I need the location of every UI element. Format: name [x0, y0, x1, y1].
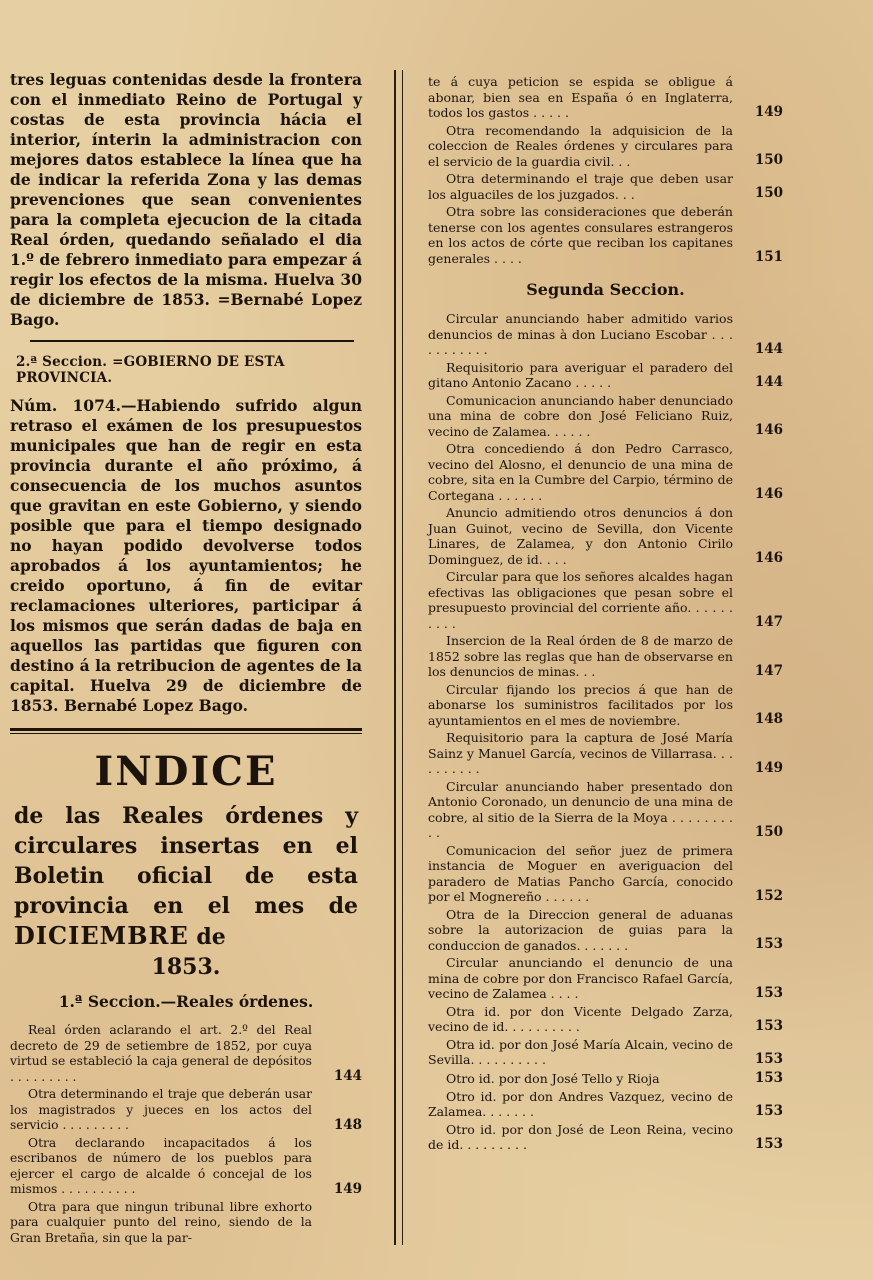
left-index-list: [10, 1023, 362, 1246]
index-entry: [428, 441, 783, 503]
index-entry: [428, 1089, 783, 1120]
entry-text: Comunicacion anunciando haber denunciado una mina de cobre don José Feliciano Ruiz, vecino de Zalamea. . . . . .: [428, 392, 733, 439]
right-column: [428, 74, 783, 1155]
index-entry: [428, 633, 783, 680]
decree-signature: Bernabé Lopez Bago.: [63, 696, 249, 715]
entry-page: 144: [754, 373, 783, 390]
left-column: [10, 70, 362, 1248]
entry-page: 153: [754, 1069, 783, 1086]
entry-text: Otra sobre las consideraciones que deberán tenerse con los agentes consulares estrangeros en los actos de córte que reciban los capitanes generales . . . .: [428, 204, 733, 266]
entry-text: Otro id. por don José de Leon Reina, vecino de id. . . . . . . . .: [428, 1121, 733, 1152]
entry-text: Otra para que ningun tribunal libre exhorto para cualquier punto del reino, siendo de la Gran Bretaña, sin que la par-: [10, 1199, 312, 1245]
section-1-heading: 1.ª Seccion.—Reales órdenes.: [58, 992, 314, 1011]
double-rule: [10, 728, 362, 734]
index-entry: [428, 1037, 783, 1068]
entry-page: 146: [754, 422, 783, 438]
entry-text: Otra id. por don Vicente Delgado Zarza, vecino de id. . . . . . . . . .: [428, 1003, 733, 1034]
entry-text: Otro id. por don Andres Vazquez, vecino de Zalamea. . . . . . .: [428, 1088, 733, 1119]
entry-page: 146: [754, 550, 783, 566]
section-2-heading: 2.ª Seccion. =GOBIERNO DE ESTA PROVINCIA.: [16, 354, 285, 386]
index-entry: [10, 1200, 362, 1247]
index-entry: [10, 1087, 362, 1134]
entry-page: 149: [333, 1180, 362, 1197]
entry-text: Circular para que los señores alcaldes hagan efectivas las obligaciones que pesan sobre el presupuesto provincial del corriente año. . . . . . . . . .: [428, 569, 733, 631]
entry-page: 153: [754, 1050, 783, 1067]
entry-page: 147: [754, 614, 783, 630]
right-index-list-s2: [428, 311, 783, 1153]
index-entry: [428, 123, 783, 170]
indice-year: 1853.: [151, 954, 221, 980]
entry-page: 153: [754, 1102, 783, 1119]
right-index-list-s1: [428, 74, 783, 266]
entry-page: [312, 1245, 362, 1246]
entry-text: Circular anunciando haber admitido varios denuncios de minas à don Luciano Escobar . . . . . . . . . . .: [428, 311, 733, 357]
entry-text: Otra determinando el traje que deben usar los alguaciles de los juzgados. . .: [428, 171, 733, 202]
entry-text: Otra determinando el traje que deberán usar los magistrados y jueces en los actos del servicio . . . . . . . . .: [10, 1087, 312, 1132]
index-entry: [428, 569, 783, 631]
indice-month: DICIEMBRE: [14, 921, 189, 950]
index-entry: [428, 907, 783, 954]
indice-title: INDICE: [94, 748, 278, 795]
index-entry: [428, 204, 783, 266]
index-entry: [428, 843, 783, 905]
entry-text: Otra declarando incapacitados á los escribanos de número de los pueblos para ejercer el cargo de alcalde ó concejal de los mismos . . . . . . . . . .: [10, 1135, 312, 1196]
entry-text: Circular anunciando el denuncio de una mina de cobre por don Francisco Rafael García, vecino de Zalamea . . . .: [428, 955, 733, 1001]
entry-page: 150: [754, 152, 783, 168]
index-entry: [428, 955, 783, 1002]
entry-page: 149: [754, 103, 783, 120]
index-entry: [428, 505, 783, 567]
entry-page: 148: [333, 1116, 362, 1133]
intro-text: tres leguas contenidas desde la frontera con el inmediato Reino de Portugal y costas de esta provincia hácia el interior, ínterin la administracion con mejores datos establece la línea que ha de indicar la referida Zona y las demas prevenciones que sean convenientes para la completa ejecucion de la citada Real órden, quedando señalado el dia 1.º de febrero inmediato para empezar á regir los efectos de la misma. Huelva 30 de diciembre de 1853.: [10, 70, 362, 309]
column-divider: [394, 70, 396, 1245]
intro-signature: =Bernabé Lopez Bago.: [10, 290, 362, 329]
index-entry: [428, 730, 783, 777]
entry-text: Otra id. por don José María Alcain, vecino de Sevilla. . . . . . . . . .: [428, 1036, 733, 1067]
entry-page: 152: [754, 887, 783, 904]
entry-page: 149: [754, 759, 783, 776]
entry-page: 144: [333, 1068, 362, 1084]
indice-subtitle-text: de las Reales órdenes y circulares insertas en el Boletin oficial de esta provincia en el mes de: [14, 803, 358, 919]
entry-text: Anuncio admitiendo otros denuncios á don Juan Guinot, vecino de Sevilla, don Vicente Linares, de Zalamea, y don Antonio Cirilo Dominguez, de id. . . .: [428, 505, 733, 567]
index-entry: [428, 171, 783, 202]
index-entry: [428, 1070, 783, 1087]
index-entry: [428, 311, 783, 358]
entry-page: 146: [754, 486, 783, 502]
index-entry: [428, 74, 783, 121]
index-entry: [10, 1023, 362, 1085]
index-entry: [428, 682, 783, 729]
entry-page: 153: [754, 984, 783, 1001]
index-entry: [428, 360, 783, 391]
entry-page: 144: [754, 340, 783, 357]
entry-text: Circular anunciando haber presentado don Antonio Coronado, un denuncio de una mina de cobre, al sitio de la Sierra de la Moya . . . . . . . . . .: [428, 778, 733, 840]
index-entry: [428, 393, 783, 440]
decree-paragraph: [10, 396, 362, 716]
entry-page: 150: [754, 823, 783, 840]
entry-page: 151: [754, 249, 783, 265]
indice-subtitle-de: de: [196, 924, 226, 950]
entry-text: Otra de la Direccion general de aduanas sobre la autorizacion de guias para la conduccion de ganados. . . . . . .: [428, 906, 733, 953]
indice-subtitle: [14, 801, 358, 952]
entry-page: 148: [754, 711, 783, 727]
entry-page: 150: [754, 185, 783, 201]
divider-rule: [30, 340, 354, 342]
entry-text: Real órden aclarando el art. 2.º del Real decreto de 29 de setiembre de 1852, por cuya virtud se estableció la caja general de depósitos . . . . . . . . .: [10, 1023, 312, 1084]
index-entry: [428, 1004, 783, 1035]
entry-page: 147: [754, 662, 783, 679]
section-2-title: Segunda Seccion.: [526, 280, 685, 299]
entry-text: Requisitorio para la captura de José María Sainz y Manuel García, vecinos de Villarrasa. . . . . . . . . .: [428, 730, 733, 776]
entry-text: Comunicacion del señor juez de primera instancia de Moguer en averiguacion del paradero de Matias Pancho García, conocido por el Mognereño . . . . . .: [428, 842, 733, 904]
entry-text: Requisitorio para averiguar el paradero del gitano Antonio Zacano . . . . .: [428, 359, 733, 390]
index-entry: [10, 1136, 362, 1198]
entry-text: Otro id. por don José Tello y Rioja: [446, 1071, 660, 1086]
entry-text: te á cuya peticion se espida se obligue á abonar, bien sea en España ó en Inglaterra, todos los gastos . . . . .: [428, 74, 733, 120]
entry-page: 153: [754, 1017, 783, 1034]
entry-text: Circular fijando los precios á que han de abonarse los suministros facilitados por los ayuntamientos en el mes de noviembre.: [428, 681, 733, 728]
entry-text: Otra concediendo á don Pedro Carrasco, vecino del Alosno, el denuncio de una mina de cobre, sita en la Cumbre del Carpio, término de Cortegana . . . . . .: [428, 441, 733, 503]
index-entry: [428, 779, 783, 841]
decree-text: Núm. 1074.—Habiendo sufrido algun retraso el exámen de los presupuestos municipales que han de regir en esta provincia durante el año próximo, á consecuencia de los muchos asuntos que gravitan en este Gobierno, y siendo posible que para el tiempo designado no hayan podido devolverse todos aprobados á los ayuntamientos; he creido oportuno, á fin de evitar reclamaciones ulteriores, participar á los mismos que serán dadas de baja en aquellos las partidas que figuren con destino á la retribucion de agentes de la capital. Huelva 29 de diciembre de 1853.: [10, 396, 362, 715]
entry-page: 153: [754, 936, 783, 952]
column-divider-thin: [402, 70, 403, 1245]
entry-page: 153: [754, 1135, 783, 1152]
intro-paragraph: [10, 70, 362, 330]
entry-text: Otra recomendando la adquisicion de la coleccion de Reales órdenes y circulares para el servicio de la guardia civil. . .: [428, 122, 733, 169]
index-entry: [428, 1122, 783, 1153]
entry-text: Insercion de la Real órden de 8 de marzo de 1852 sobre las reglas que han de observarse en los denuncios de minas. . .: [428, 633, 733, 679]
